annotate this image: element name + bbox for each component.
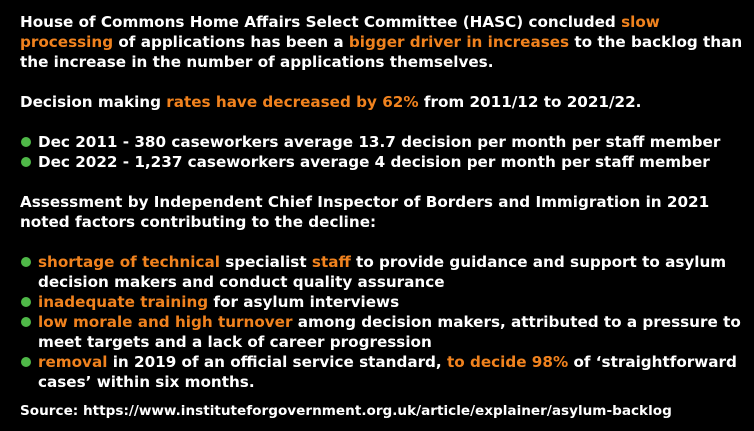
decision-rate-text: from 2011/12 to 2021/22.	[418, 93, 642, 111]
bullet-dot-icon	[21, 357, 31, 367]
decision-rate-text: Decision making	[20, 93, 167, 111]
list-item	[20, 152, 746, 172]
list-item	[20, 252, 746, 292]
intro-text: House of Commons Home Affairs Select Committee (HASC) concluded	[20, 13, 622, 31]
stat-text: Dec 2022 - 1,237 caseworkers average 4 decision per month per staff member	[38, 153, 710, 171]
list-item	[20, 132, 746, 152]
factor-text: specialist	[219, 253, 312, 271]
bullet-dot-icon	[21, 297, 31, 307]
assessment-text: Assessment by Independent Chief Inspector of Borders and Immigration in 2021 noted factors contributing to the decline:	[20, 193, 710, 231]
spacer	[20, 172, 746, 192]
bullet-dot-icon	[21, 137, 31, 147]
factor-highlight: inadequate training	[38, 293, 209, 311]
assessment-paragraph	[20, 192, 746, 232]
factor-highlight: removal	[38, 353, 108, 371]
factor-highlight: low morale and high turnover	[38, 313, 293, 331]
factor-highlight: shortage of technical	[38, 253, 220, 271]
intro-text: to the backlog than the increase in the number of applications themselves.	[20, 33, 743, 71]
list-item	[20, 352, 746, 392]
stat-text: Dec 2011 - 380 caseworkers average 13.7 decision per month per staff member	[38, 133, 721, 151]
list-item	[20, 292, 746, 312]
spacer	[20, 72, 746, 92]
list-item	[20, 312, 746, 352]
factor-text: among decision makers, attributed to a pressure to meet targets and a lack of career progression	[38, 313, 741, 351]
intro-paragraph	[20, 12, 746, 72]
factor-text: of ‘straightforward cases’ within six months.	[38, 353, 737, 391]
source-citation: Source: https://www.instituteforgovernment.org.uk/article/explainer/asylum-backlog	[20, 403, 672, 419]
decision-rate-highlight: rates have decreased by 62%	[166, 93, 419, 111]
bullet-dot-icon	[21, 317, 31, 327]
bullet-dot-icon	[21, 257, 31, 267]
intro-highlight-slow-processing: slow processing	[20, 13, 660, 51]
intro-highlight-bigger-driver: bigger driver in increases	[348, 33, 570, 51]
decision-rate-paragraph	[20, 92, 746, 112]
factor-text: to provide guidance and support to asylum decision makers and conduct quality assurance	[38, 253, 727, 291]
factors-list	[20, 252, 746, 392]
factor-highlight: to decide 98%	[446, 353, 569, 371]
bullet-dot-icon	[21, 157, 31, 167]
factor-text: for asylum interviews	[208, 293, 400, 311]
intro-text: of applications has been a	[113, 33, 349, 51]
spacer	[20, 112, 746, 132]
factor-highlight: staff	[311, 253, 351, 271]
spacer	[20, 232, 746, 252]
factor-text: in 2019 of an official service standard,	[107, 353, 447, 371]
stats-list	[20, 132, 746, 172]
